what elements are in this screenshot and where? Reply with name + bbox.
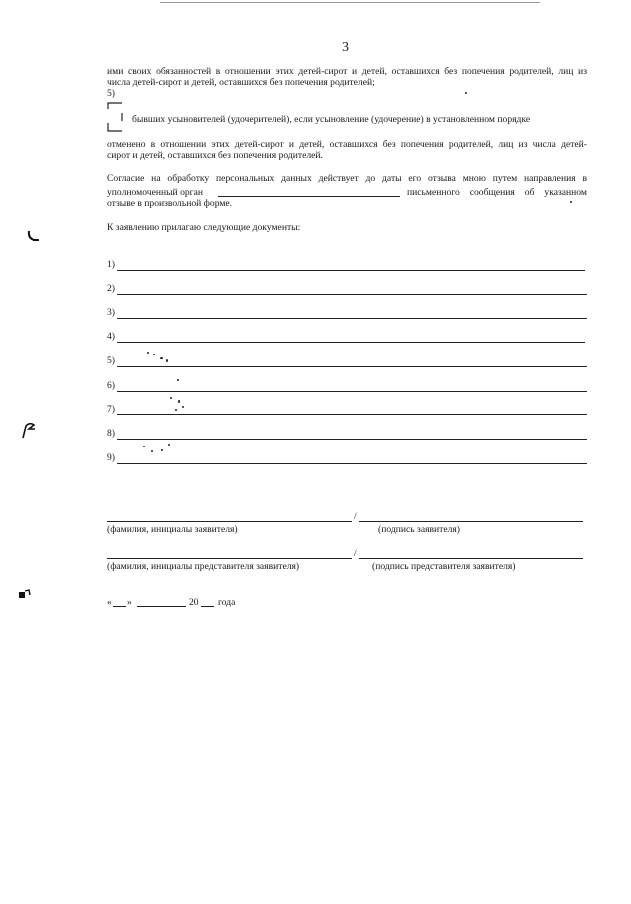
- scan-speck: [151, 450, 153, 452]
- date-year-field[interactable]: [201, 606, 214, 607]
- top-scan-line: [160, 2, 540, 3]
- scan-speck: [160, 357, 163, 359]
- item5-checkbox-text: бывших усыновителей (удочерителей), если усыновление (удочерение) в установленном порядке: [132, 114, 531, 125]
- scan-speck: [143, 446, 145, 447]
- attachment-field-4[interactable]: [117, 342, 585, 343]
- attachment-label-8: 8): [107, 428, 115, 439]
- date-quote-close: »: [127, 597, 132, 608]
- scan-speck: [465, 92, 467, 94]
- consent-organ-field[interactable]: [218, 196, 400, 197]
- scan-speck: [570, 201, 572, 203]
- scan-speck: [177, 379, 179, 381]
- checkbox-icon[interactable]: [106, 101, 126, 133]
- attachment-field-9[interactable]: [117, 463, 587, 464]
- consent-line3: отзыве в произвольной форме.: [107, 198, 233, 209]
- scan-speck: [161, 449, 163, 451]
- applicant-name-caption: (фамилия, инициалы заявителя): [107, 524, 238, 535]
- consent-line1: Согласие на обработку персональных данных действует до даты его отзыва мною путем направления в: [107, 173, 587, 184]
- attachment-field-1[interactable]: [117, 270, 585, 271]
- scan-speck: [147, 352, 149, 354]
- scan-speck: [182, 406, 184, 408]
- scan-speck: [175, 409, 177, 411]
- consent-line2-a: уполномоченный орган: [107, 187, 204, 198]
- scan-speck: [166, 359, 168, 362]
- rep-name-caption: (фамилия, инициалы представителя заявителя): [107, 561, 300, 572]
- margin-scan-mark-1: [26, 229, 40, 243]
- date-day-field[interactable]: [113, 606, 126, 607]
- rep-sign-caption: (подпись представителя заявителя): [372, 561, 516, 572]
- date-century: 20: [189, 597, 199, 608]
- margin-scan-mark-3: [18, 588, 32, 600]
- date-year-word: года: [218, 597, 236, 608]
- attachment-field-5[interactable]: [117, 366, 587, 367]
- attachment-label-6: 6): [107, 380, 115, 391]
- attachment-field-2[interactable]: [117, 294, 587, 295]
- rep-name-field[interactable]: [107, 558, 352, 559]
- item5-cont-line1: отменено в отношении этих детей-сирот и детей, оставшихся без попечения родителей, лиц из числа детей-: [107, 139, 587, 150]
- applicant-separator: /: [354, 511, 357, 522]
- attachment-label-5: 5): [107, 355, 115, 366]
- para1-line2: числа детей-сирот и детей, оставшихся без попечения родителей;: [107, 77, 375, 88]
- attachments-title: К заявлению прилагаю следующие документы:: [107, 222, 301, 233]
- applicant-sign-field[interactable]: [359, 521, 583, 522]
- attachment-field-6[interactable]: [117, 391, 587, 392]
- item5-cont-line2: сирот и детей, оставшихся без попечения родителей.: [107, 150, 323, 161]
- rep-sign-field[interactable]: [359, 558, 583, 559]
- attachment-field-3[interactable]: [117, 318, 587, 319]
- attachment-label-4: 4): [107, 331, 115, 342]
- scan-speck: [168, 444, 170, 446]
- scan-speck: [178, 400, 180, 403]
- scan-speck: [153, 354, 155, 355]
- attachment-label-2: 2): [107, 283, 115, 294]
- page-number: 3: [342, 40, 349, 55]
- applicant-name-field[interactable]: [107, 521, 352, 522]
- attachment-field-7[interactable]: [117, 414, 587, 415]
- attachment-label-9: 9): [107, 452, 115, 463]
- consent-line2-b: письменного сообщения об указанном: [407, 187, 587, 198]
- attachment-field-8[interactable]: [117, 439, 587, 440]
- para1-line1: ими своих обязанностей в отношении этих детей-сирот и детей, оставшихся без попечения родителей, лиц из: [107, 66, 587, 77]
- rep-separator: /: [354, 548, 357, 559]
- attachment-label-3: 3): [107, 307, 115, 318]
- applicant-sign-caption: (подпись заявителя): [378, 524, 461, 535]
- attachment-label-1: 1): [107, 259, 115, 270]
- date-quote-open: «: [107, 597, 112, 608]
- date-month-field[interactable]: [137, 606, 186, 607]
- item5-number: 5): [107, 88, 115, 99]
- attachment-label-7: 7): [107, 404, 115, 415]
- scan-speck: [170, 397, 172, 399]
- margin-scan-mark-2: [20, 420, 38, 440]
